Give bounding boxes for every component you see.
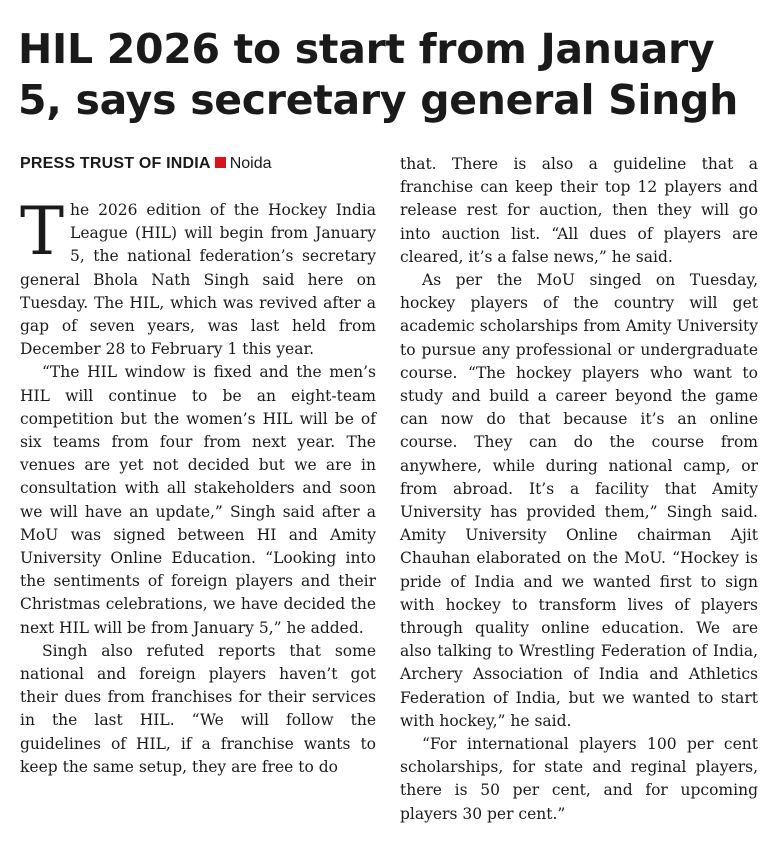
byline-square-icon (215, 157, 226, 168)
byline-agency: PRESS TRUST OF INDIA (20, 155, 211, 172)
paragraph-1 (20, 193, 376, 361)
paragraph-1-text: he 2026 edition of the Hockey India League (HIL) will begin from January 5, the national federation’s secretary general Bhola Nath Singh said here on Tuesday. The HIL, which was revived after a gap of seven years, was last held from December 28 to February 1 this year. (20, 201, 376, 359)
article-column-2 (400, 153, 758, 826)
paragraph-2: “The HIL window is fixed and the men’s HIL will continue to be an eight-team competition but the women’s HIL will be of six teams from four from next year. The venues are yet not decided but we are in consultation with all stakeholders and soon we will have an update,” Singh said after a MoU was signed between HI and Amity University Online Education. “Looking into the sentiments of foreign players and their Christmas celebrations, we have decided the next HIL will be from January 5,” he added. (20, 363, 376, 637)
paragraph-4: As per the MoU singed on Tuesday, hockey players of the country will get academic scholarships from Amity University to pursue any professional or undergraduate course. “The hockey players who want to study and build a career beyond the game can now do that because it’s an online course. They can do the course from anywhere, while during national camp, or from abroad. It’s a facility that Amity University has provided them,” Singh said. Amity University Online chairman Ajit Chauhan elaborated on the MoU. “Hockey is pride of India and we wanted first to sign with hockey to transform lives of players through quality online education. We are also talking to Wrestling Federation of India, Archery Association of India and Athletics Federation of India, but we wanted to start with hockey,” he said. (400, 271, 758, 730)
drop-cap: T (20, 193, 65, 270)
byline (20, 154, 272, 174)
paragraph-5: “For international players 100 per cent scholarships, for state and reginal players, there is 50 per cent, and for upcoming players 30 per cent.” (400, 735, 758, 823)
headline: HIL 2026 to start from January 5, says secretary general Singh (18, 25, 738, 124)
paragraph-3: Singh also refuted reports that some national and foreign players haven’t got their dues from franchises for their services in the last HIL. “We will follow the guidelines of HIL, if a franchise wants to keep the same setup, they are free to do (20, 641, 376, 776)
article-column-1 (20, 193, 376, 779)
byline-place: Noida (229, 155, 272, 172)
paragraph-3-continued: that. There is also a guideline that a franchise can keep their top 12 players and release rest for auction, then they will go into auction list. “All dues of players are cleared, it’s a false news,” he said. (400, 155, 758, 266)
